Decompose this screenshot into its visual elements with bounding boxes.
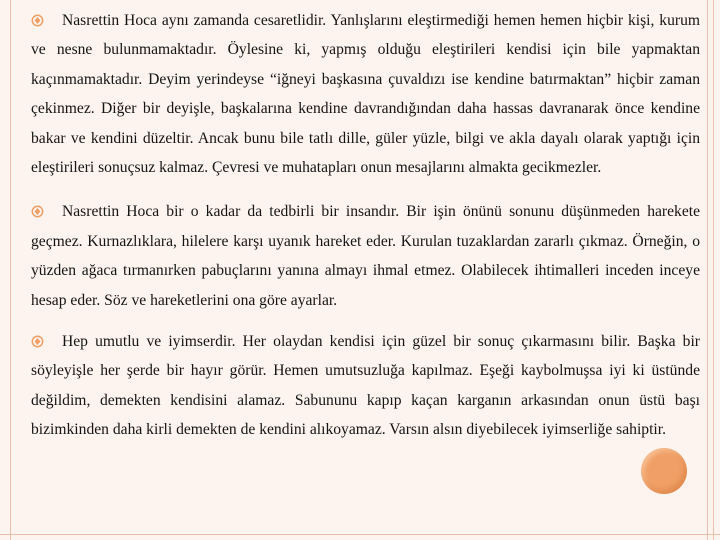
paragraph-courage [31, 6, 700, 182]
bullet-icon [31, 14, 44, 27]
paragraph-text: Nasrettin Hoca bir o kadar da tedbirli bir insandır. Bir işin önünü sonunu düşünmeden harekete geçmez. Kurnazlıklara, hilelere karşı uyanık hareket eder. Kurulan tuzaklardan zararlı çıkmaz. Örneğin, o yüzden ağaca tırmanırken pabuçlarını yanına almayı ihmal etmez. Olabilecek ihtimalleri inceden inceye hesap eder. Söz ve hareketlerini ona göre ayarlar. [31, 203, 700, 309]
paragraph-prudence [31, 197, 700, 315]
decorative-orange-circle [641, 448, 687, 494]
slide-frame-bottom-line [0, 534, 720, 535]
slide-body [31, 6, 700, 445]
bullet-icon [31, 205, 44, 218]
bullet-icon [31, 335, 44, 348]
paragraph-text: Hep umutlu ve iyimserdir. Her olaydan kendisi için güzel bir sonuç çıkarmasını bilir. Başka bir söyleyişle her şerde bir hayır görür. Hemen umutsuzluğa kapılmaz. Eşeği kaybolmuşsa iyi ki üstünde değildim, demekten kendisini alamaz. Sabununu kapıp kaçan karganın arkasından onun üstü başı bizimkinden daha kirli demekten de kendini alıkoyamaz. Varsın alsın diyebilecek iyimserliğe sahiptir. [31, 333, 700, 439]
paragraph-optimism [31, 327, 700, 445]
paragraph-text: Nasrettin Hoca aynı zamanda cesaretlidir. Yanlışlarını eleştirmediği hemen hemen hiçbir kişi, kurum ve nesne bulunmamaktadır. Öylesine ki, yapmış olduğu eleştirileri kendisi için bile yapmaktan kaçınmamaktadır. Deyim yerindeyse “iğneyi başkasına çuvaldızı ise kendine batırmaktan” hiçbir zaman çekinmez. Diğer bir deyişle, başkalarına kendine davrandığından daha hassas davranarak önce kendine bakar ve kendini düzeltir. Ancak bunu bile tatlı dille, güler yüzle, bilgi ve akla dayalı olarak yaptığı için eleştirileri sonuçsuz kalmaz. Çevresi ve muhatapları onun mesajlarını almakta gecikmezler. [31, 12, 700, 177]
slide-frame-left-line [10, 0, 11, 540]
slide-frame-right-outer-line [713, 0, 714, 540]
slide-frame-right-inner-line [707, 0, 708, 540]
